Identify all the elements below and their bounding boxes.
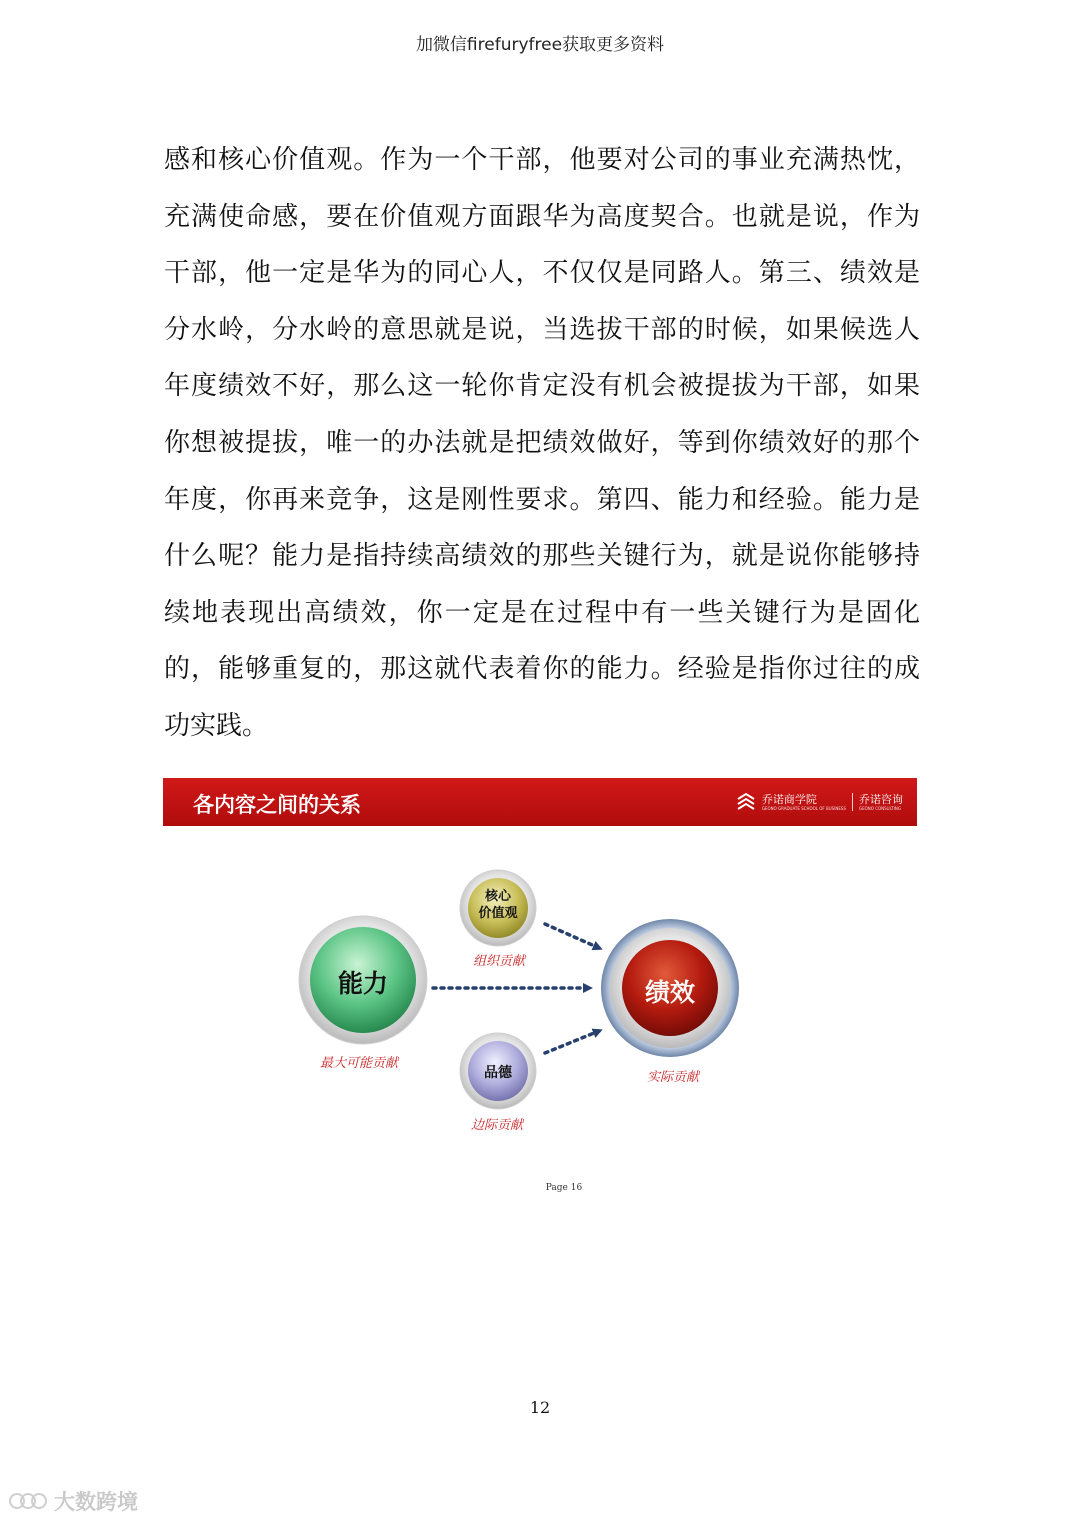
performance-caption: 实际贡献 [647,1070,700,1085]
arrow-morality-to-performance [545,1031,599,1053]
logo-school-name: 乔诺商学院 [761,793,817,806]
ability-label: 能力 [337,969,388,998]
logo-consulting-subtitle: GEONO CONSULTING [859,806,901,811]
body-line: 感和核心价值观。作为一个干部，他要对公司的事业充满热忱， [164,145,920,175]
core-values-label-line2: 价值观 [478,906,518,921]
body-line: 续地表现出高绩效，你一定是在过程中有一些关键行为是固化 [164,597,920,628]
core-values-label-line1: 核心 [484,889,511,904]
arrow-values-to-performance [545,924,599,948]
body-line: 你想被提拔，唯一的办法就是把绩效做好，等到你绩效好的那个 [164,427,920,458]
body-line: 的，能够重复的，那这就代表着你的能力。经验是指你过往的成 [164,654,920,685]
watermark [8,1486,138,1516]
logo-consulting-name: 乔诺咨询 [859,793,903,806]
body-line: 干部，他一定是华为的同心人，不仅仅是同路人。第三、绩效是 [164,258,920,289]
morality-label: 品德 [484,1065,512,1081]
core-values-label [458,888,538,922]
header-note: 加微信firefuryfree获取更多资料 [415,35,665,55]
core-values-caption: 组织贡献 [473,954,526,969]
body-paragraph [164,132,920,755]
body-line: 功实践。 [164,710,269,741]
relationship-diagram [163,778,917,1208]
body-line: 什么呢？能力是指持续高绩效的那些关键行为，就是说你能够持 [164,541,920,572]
ability-caption: 最大可能贡献 [320,1056,399,1071]
body-line: 充满使命感，要在价值观方面跟华为高度契合。也就是说，作为 [164,201,920,232]
page-number: 12 [529,1398,551,1417]
slide-page-label: Page 16 [545,1183,583,1193]
embedded-slide [163,778,917,1208]
morality-caption: 边际贡献 [471,1118,524,1133]
watermark-logo-icon [8,1489,48,1513]
logo-school-subtitle: GEONO GRADUATE SCHOOL OF BUSINESS [761,806,846,811]
performance-label: 绩效 [644,978,695,1007]
body-line: 年度，你再来竞争，这是刚性要求。第四、能力和经验。能力是 [164,484,920,515]
body-line: 分水岭，分水岭的意思就是说，当选拔干部的时候，如果候选人 [164,314,920,345]
body-line: 年度绩效不好，那么这一轮你肯定没有机会被提拔为干部，如果 [164,371,920,402]
slide-title: 各内容之间的关系 [193,793,361,817]
watermark-text: 大数跨境 [54,1490,138,1514]
